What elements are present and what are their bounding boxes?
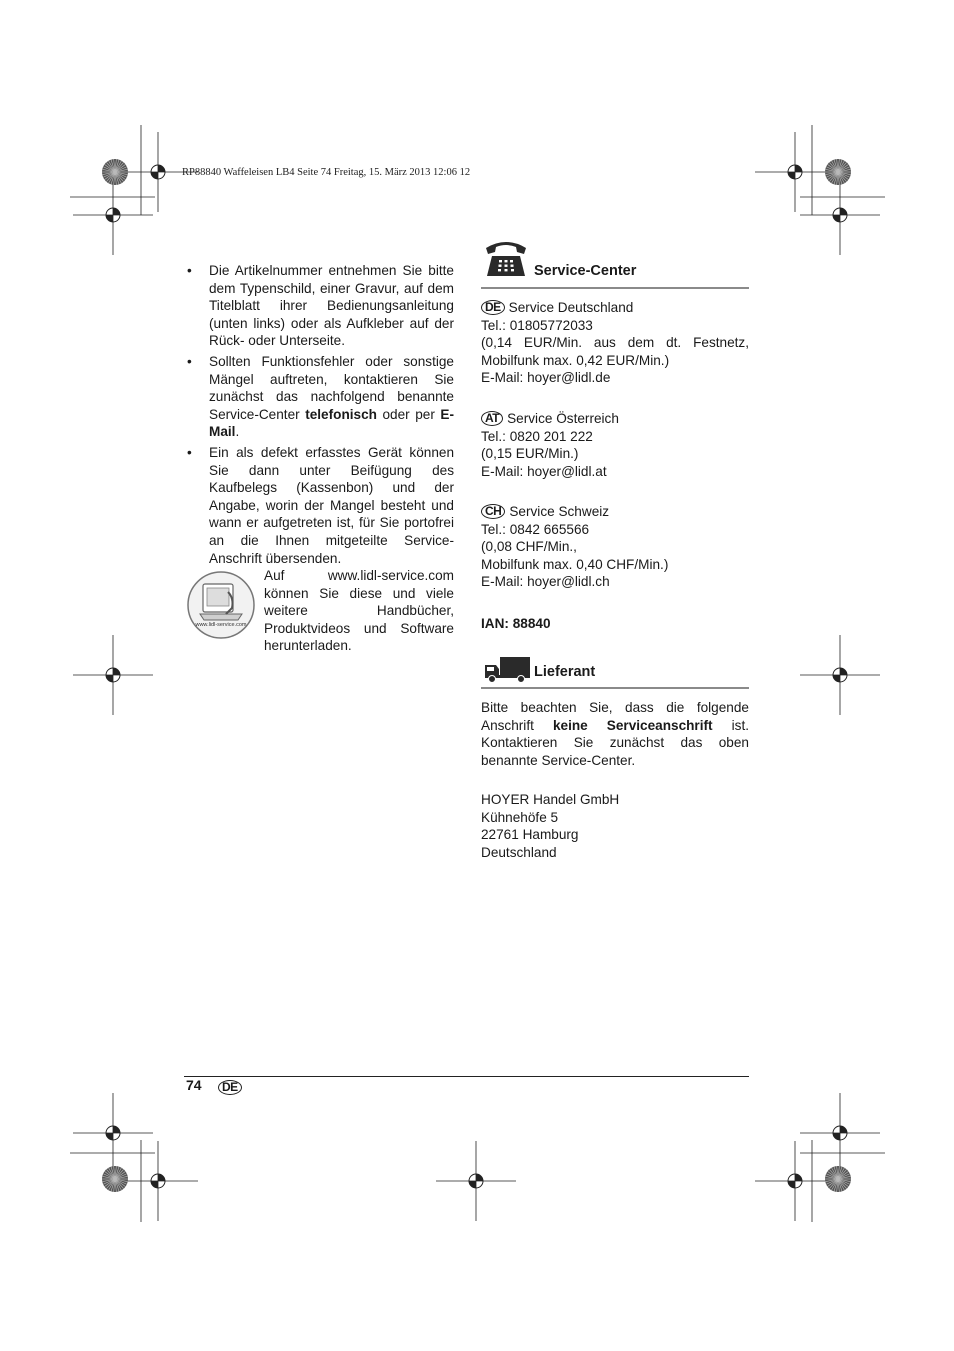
address-line: 22761 Hamburg bbox=[481, 827, 579, 843]
telephone-icon bbox=[483, 238, 529, 278]
ian-number: IAN: 88840 bbox=[481, 616, 551, 631]
bold-email: E-Mail bbox=[209, 406, 454, 440]
address-line: Kühnehöfe 5 bbox=[481, 809, 559, 825]
lidl-service-icon bbox=[186, 570, 256, 640]
list-item bbox=[186, 444, 454, 567]
country-badge-de: DE bbox=[218, 1080, 242, 1095]
bold-keine-serviceanschrift: keine Serviceanschrift bbox=[552, 717, 713, 733]
service-name: Service Deutschland bbox=[508, 300, 634, 315]
page-number: 74 bbox=[186, 1077, 202, 1093]
service-email: E-Mail: hoyer@lidl.de bbox=[481, 370, 611, 386]
service-at bbox=[481, 410, 749, 480]
truck-icon bbox=[483, 656, 531, 684]
list-item bbox=[186, 353, 454, 441]
service-line: Mobilfunk max. 0,40 CHF/Min.) bbox=[481, 556, 669, 572]
service-email: E-Mail: hoyer@lidl.at bbox=[481, 463, 607, 479]
lidl-badge-label: www.lidl-service.com bbox=[195, 622, 247, 628]
bullet-symbol: • bbox=[187, 263, 192, 278]
service-line: (0,08 CHF/Min., bbox=[481, 539, 577, 555]
left-column bbox=[186, 262, 454, 570]
supplier-address bbox=[481, 791, 749, 861]
supplier-note-text: Bitte beachten Sie, dass die folgende Anschrift bbox=[481, 700, 749, 733]
supplier-title: Lieferant bbox=[534, 664, 596, 680]
service-line: Tel.: 0842 665566 bbox=[481, 521, 590, 537]
bullet-text: Ein als defekt erfasstes Gerät können Sie dann unter Beifügung des Kaufbelegs (Kassenbon) und der Angabe, worin der Mangel besteht und wann er aufgetreten ist, für Sie portofrei an die Ihnen mitgeteilte Service-Anschrift übersenden. bbox=[209, 444, 454, 566]
bullet-text: Sollten Funktionsfehler oder sonstige Mängel auftreten, kontaktieren Sie zunächst das nachfolgend benannte Service-Center bbox=[209, 353, 454, 422]
address-line: Deutschland bbox=[481, 844, 557, 860]
bullet-text: . bbox=[235, 424, 240, 440]
section-divider bbox=[481, 287, 749, 289]
country-badge-at: AT bbox=[481, 411, 503, 426]
lidl-info-text: Auf www.lidl-service.com können Sie diese und viele weitere Handbücher, Produktvideos und Software herunterladen. bbox=[264, 568, 454, 654]
country-badge-de: DE bbox=[481, 300, 505, 315]
service-ch bbox=[481, 503, 749, 591]
lidl-service-badge bbox=[186, 570, 256, 640]
service-line: Tel.: 0820 201 222 bbox=[481, 428, 593, 444]
service-line: (0,14 EUR/Min. aus dem dt. Festnetz, Mobilfunk max. 0,42 EUR/Min.) bbox=[481, 335, 749, 368]
country-badge-ch: CH bbox=[481, 504, 505, 519]
print-header: RP88840 Waffeleisen LB4 Seite 74 Freitag, 15. März 2013 12:06 12 bbox=[182, 167, 471, 178]
service-name: Service Österreich bbox=[507, 411, 619, 426]
service-center-title: Service-Center bbox=[534, 263, 637, 279]
bullet-text: Die Artikelnummer entnehmen Sie bitte dem Typenschild, einer Gravur, auf dem Titelblatt ihrer Bedienungsanleitung (unten links) oder als Aufkleber auf der Rück- oder Unterseite. bbox=[209, 263, 454, 349]
bullet-text: oder per bbox=[376, 406, 441, 422]
bullet-symbol: • bbox=[187, 353, 192, 369]
service-line: (0,15 EUR/Min.) bbox=[481, 446, 579, 462]
section-divider bbox=[481, 687, 749, 689]
service-line: Tel.: 01805772033 bbox=[481, 317, 593, 333]
bullet-symbol: • bbox=[187, 444, 192, 460]
footer-rule bbox=[184, 1076, 749, 1077]
service-name: Service Schweiz bbox=[509, 504, 610, 519]
list-item bbox=[186, 262, 454, 350]
footer-badge bbox=[218, 1079, 246, 1097]
service-email: E-Mail: hoyer@lidl.ch bbox=[481, 574, 610, 590]
address-line: HOYER Handel GmbH bbox=[481, 792, 620, 807]
service-de bbox=[481, 299, 749, 387]
supplier-note-text: ist. Kontaktieren Sie zunächst das oben benannte Service-Center. bbox=[481, 717, 749, 768]
supplier-note bbox=[481, 699, 749, 769]
bold-telefonisch: telefonisch bbox=[305, 406, 377, 422]
